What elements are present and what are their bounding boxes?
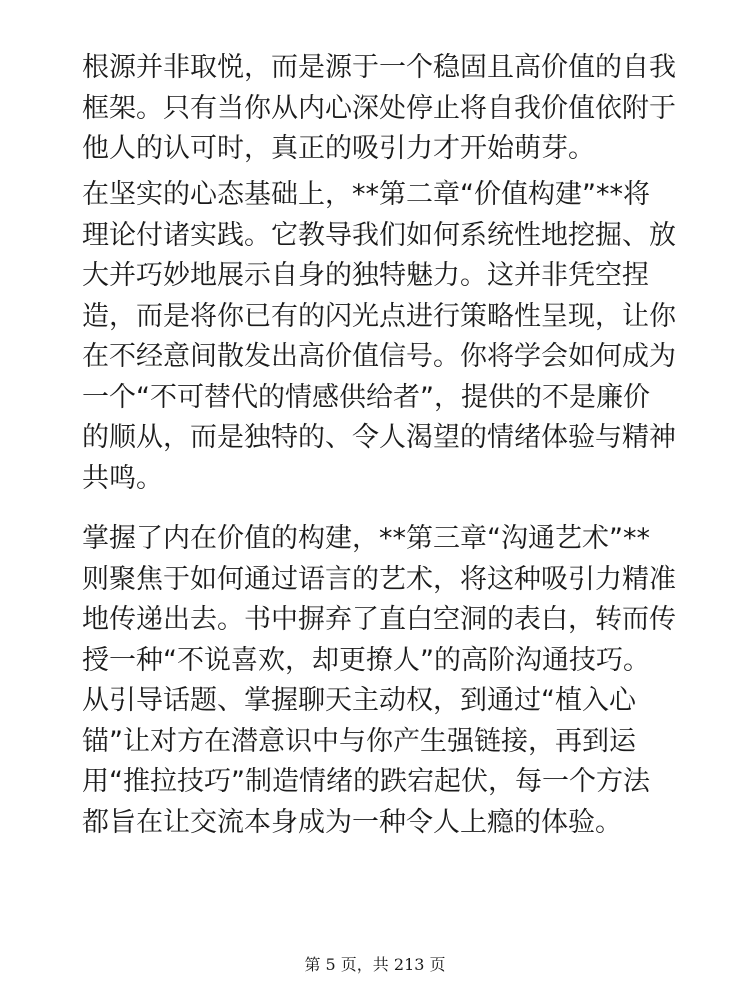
text-line: 授一种“不说喜欢，却更撩人”的高阶沟通技巧。	[82, 644, 650, 676]
page-number-footer: 第 5 页，共 213 页	[304, 955, 446, 974]
text-line: 理论付诸实践。它教导我们如何系统性地挖掘、放	[82, 219, 676, 251]
body-text	[82, 48, 676, 843]
text-line: 根源并非取悦，而是源于一个稳固且高价值的自我	[82, 52, 676, 83]
text-line: 地传递出去。书中摒弃了直白空洞的表白，转而传	[82, 604, 676, 635]
text-line: 在不经意间散发出高价值信号。你将学会如何成为	[82, 341, 676, 372]
text-line: 在坚实的心态基础上，**第二章“价值构建”**将	[82, 179, 650, 210]
text-line: 则聚焦于如何通过语言的艺术，将这种吸引力精准	[82, 563, 676, 595]
paragraph-2	[82, 175, 676, 499]
text-line: 大并巧妙地展示自身的独特魅力。这并非凭空捏	[82, 260, 649, 291]
text-line: 造，而是将你已有的闪光点进行策略性呈现，让你	[82, 300, 676, 332]
text-line: 共鸣。	[82, 462, 163, 494]
text-line: 一个“不可替代的情感供给者”，提供的不是廉价	[82, 381, 650, 413]
text-line: 从引导话题、掌握聊天主动权，到通过“植入心	[82, 685, 636, 716]
paragraph-3	[82, 519, 676, 843]
text-line: 掌握了内在价值的构建，**第三章“沟通艺术”**	[82, 523, 650, 554]
text-line: 锚”让对方在潜意识中与你产生强链接，再到运	[82, 725, 636, 757]
text-line: 框架。只有当你从内心深处停止将自我价值依附于	[82, 92, 676, 124]
text-line: 他人的认可时，真正的吸引力才开始萌芽。	[82, 133, 595, 164]
paragraph-1	[82, 48, 676, 170]
text-line: 的顺从，而是独特的、令人渴望的情绪体验与精神	[82, 422, 676, 453]
text-line: 用“推拉技巧”制造情绪的跌宕起伏，每一个方法	[82, 766, 650, 797]
text-line: 都旨在让交流本身成为一种令人上瘾的体验。	[82, 806, 622, 838]
